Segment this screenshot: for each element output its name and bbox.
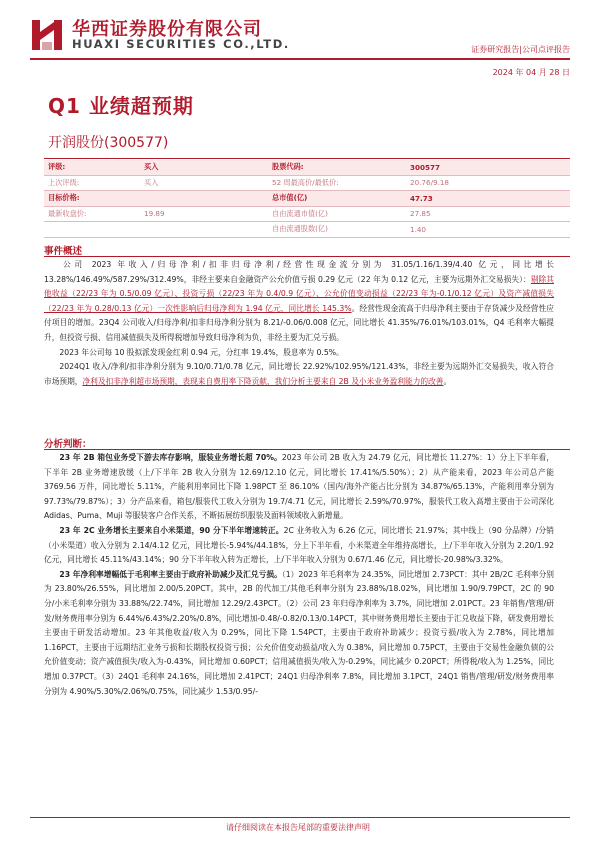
paragraph-lead: 23 年 2B 箱包业务受下游去库存影响，服装业务增长超 70%。 bbox=[59, 453, 282, 462]
52w-range-label: 52 周最高价/最低价: bbox=[268, 175, 406, 191]
text-run: 。经营性现金流高于归母净利主要由于存货减少及经营性应付项目的增加。23Q4 公司收入/归母净利/扣非归母净利分别为 8.21/-0.06/0.008 亿元，同比增长 41.35%/76.01%/103.01%，Q4 毛利率大幅提升，但投资亏损、信用减值损失及所得税增加导致归母净利为负，非经主要为汇兑亏损。 bbox=[44, 303, 554, 342]
table-row bbox=[44, 222, 570, 238]
paragraph bbox=[44, 346, 554, 361]
event-overview-body bbox=[44, 258, 554, 389]
section-heading-analysis: 分析判断： bbox=[44, 439, 92, 450]
target-price-value bbox=[140, 191, 268, 207]
paragraph bbox=[44, 360, 554, 389]
brand-name-en: HUAXI SECURITIES CO.,LTD. bbox=[72, 37, 290, 51]
section-heading-event: 事件概述 bbox=[44, 246, 83, 257]
empty-value bbox=[140, 222, 268, 238]
paragraph-lead: 23 年 2C 业务增长主要来自小米渠道，90 分下半年增速转正。 bbox=[59, 525, 284, 535]
text-run: 2C 业务收入为 6.26 亿元，同比增长 21.97%；其中线上（90 分品牌）/分销（小米渠道）收入分别为 2.14/4.12 亿元，同比增长-5.94%/44.18%，分上下半年看，小米渠道全年维持高增长，上/下半年收入分别为 2.20/1.92 亿元，同比增长 45.11%/43.14%；90 分下半年收入转为正增长，上/下半年收入分别为 0.67/1.46 亿元，同比增长-20.98%/3.32%。 bbox=[44, 525, 554, 565]
market-cap-value: 47.73 bbox=[406, 191, 570, 207]
stock-name: 开润股份(300577) bbox=[48, 135, 169, 151]
last-close-value: 19.89 bbox=[140, 206, 268, 222]
text-run: 2023 年公司 2B 收入为 24.79 亿元，同比增长 11.27%：1）分上下半年看，下半年 2B 业务增速放缓（上/下半年 2B 收入分别为 12.69/12.10 亿元，同比增长 17.41%/5.50%）；2）从产能来看，2023 年公司总产能 3769.56 万件，同比增长 5.11%，产能利用率同比下降 1.98PCT 至 86.10%（国内/海外产能占比分别为 34.87%/65.13%，产能利用率分别为 97.73%/79.87%）；3）分产品来看，箱包/服装代工收入分别为 19.7/4.71 亿元，同比增长 2.59%/70.97%，服装代工收入高增主要由于公司深化 Adidas、Puma、Muji 等服装客户合作关系，不断拓展纺织服装及面料领域收入新增量。 bbox=[44, 453, 555, 521]
paragraph-lead: 23 年净利率增幅低于毛利率主要由于政府补助减少及汇兑亏损。 bbox=[59, 569, 282, 579]
paragraph bbox=[44, 451, 554, 524]
highlight-text: 剔除其他收益（22/23 年为 0.5/0.09 亿元）、投资亏损（22/23 年为 0.4/0.9 亿元）、公允价值变动损益（22/23 年为-0.1/0.12 亿元）及资产减值损失（22/23 年为 0.28/0.13 亿元）一次性影响后归母净利为 1.94 亿元，同比增长 145.3% bbox=[44, 274, 554, 313]
text-run: 2024Q1 收入/净利/扣非净利分别为 9.10/0.71/0.78 亿元，同比增长 22.92%/102.95%/121.43%，非经主要为远期外汇交易损失，收入符合市场预期， bbox=[44, 362, 554, 386]
market-cap-label: 总市值(亿) bbox=[268, 191, 406, 207]
rating-value: 买入 bbox=[140, 160, 268, 175]
table-row bbox=[44, 191, 570, 207]
stock-code-label: 股票代码: bbox=[268, 160, 406, 175]
target-price-label: 目标价格: bbox=[44, 191, 140, 207]
report-type: 证券研究报告|公司点评报告 bbox=[471, 45, 570, 54]
analysis-body bbox=[44, 451, 554, 699]
text-run: 2023 年公司每 10 股拟派发现金红利 0.94 元，分红率 19.4%，股息率为 0.5%。 bbox=[59, 347, 344, 357]
stock-info-table bbox=[44, 160, 570, 238]
huaxi-logo-icon bbox=[30, 16, 64, 52]
table-row bbox=[44, 160, 570, 175]
float-shares-value: 1.40 bbox=[406, 222, 570, 238]
brand-name-cn: 华西证券股份有限公司 bbox=[72, 19, 262, 40]
text-run: 。 bbox=[443, 376, 452, 386]
paragraph bbox=[44, 258, 554, 346]
float-cap-label: 自由流通市值(亿) bbox=[268, 206, 406, 222]
text-run: （1）2023 年毛利率为 24.35%，同比增加 2.73PCT：其中 2B/2C 毛利率分别为 23.80%/26.55%，同比增加 2.00/5.20PCT。其中，2B 的代加工/其他毛利率分别为 23.88%/18.02%，同比增加 1.90/9.79PCT，2C 的 90 分/小米毛利率分别为 33.88%/22.74%，同比增加 12.29/2.43PCT。（2）公司 23 年归母净利率为 3.7%，同比增加 2.01PCT。23 年销售/管理/研发/财务费用率分别为 6.44%/6.43%/2.20%/0.8%，同比增加-0.48/-0.82/0.13/0.14PCT，其中财务费用增长主要由于汇兑收益下降，研发费用增长主要由于研发活动增加。23 年其他收益/收入为 0.29%，同比下降 1.54PCT，主要由于政府补助减少；投资亏损/收入为 2.78%，同比增加 1.16PCT，主要由于远期结汇业务亏损和长期股权投资亏损；公允价值变动损益/收入为 0.38%，同比增加 0.75PCT，主要由于交易性金融负债的公允价值变动；资产减值损失/收入为-0.43%，同比增加 0.60PCT；信用减值损失/收入为-0.29%，同比减少 0.20PCT；所得税/收入为 1.25%，同比增加 0.37PCT。（3）24Q1 毛利率 24.16%，同比增加 2.41PCT；24Q1 归母净利率 7.8%，同比增加 3.1PCT，24Q1 销售/管理/研发/财务费用率分别为 4.90%/5.30%/2.06%/0.75%，同比减少 1.53/0.95/- bbox=[44, 569, 554, 696]
stock-code-value: 300577 bbox=[406, 160, 570, 175]
legal-disclaimer-footer: 请仔细阅读在本报告尾部的重要法律声明 bbox=[226, 823, 370, 832]
section-divider bbox=[44, 449, 570, 450]
float-shares-label: 自由流通股数(亿) bbox=[268, 222, 406, 238]
rating-label: 评级: bbox=[44, 160, 140, 175]
table-row bbox=[44, 206, 570, 222]
section-divider bbox=[44, 256, 570, 257]
last-close-label: 最新收盘价: bbox=[44, 206, 140, 222]
float-cap-value: 27.85 bbox=[406, 206, 570, 222]
table-row bbox=[44, 175, 570, 191]
paragraph bbox=[44, 524, 554, 568]
52w-range-value: 20.76/9.18 bbox=[406, 175, 570, 191]
report-date: 2024 年 04 月 28 日 bbox=[492, 68, 570, 77]
paragraph bbox=[44, 568, 554, 699]
highlight-text: 净利及扣非净利超市场预期，表现来自费用率下降贡献，我们分析主要来自 2B 及小米业务盈利能力的改善 bbox=[82, 376, 444, 386]
text-run: 公司 2023 年收入/归母净利/扣非归母净利/经营性现金流分别为 31.05/1.16/1.39/4.40 亿元，同比增长 13.28%/146.49%/587.29%/312.49%，非经主要来自金融资产公允价值亏损 0.29 亿元（22 年为 0.12 亿元，主要为远期外汇交易损失）： bbox=[44, 260, 554, 284]
prev-rating-label: 上次评级: bbox=[44, 175, 140, 191]
prev-rating-value: 买入 bbox=[140, 175, 268, 191]
empty-label bbox=[44, 222, 140, 238]
header-divider bbox=[30, 58, 570, 60]
info-table-top-rule bbox=[44, 158, 570, 159]
footer-divider bbox=[30, 817, 570, 818]
report-title: Q1 业绩超预期 bbox=[48, 94, 194, 118]
